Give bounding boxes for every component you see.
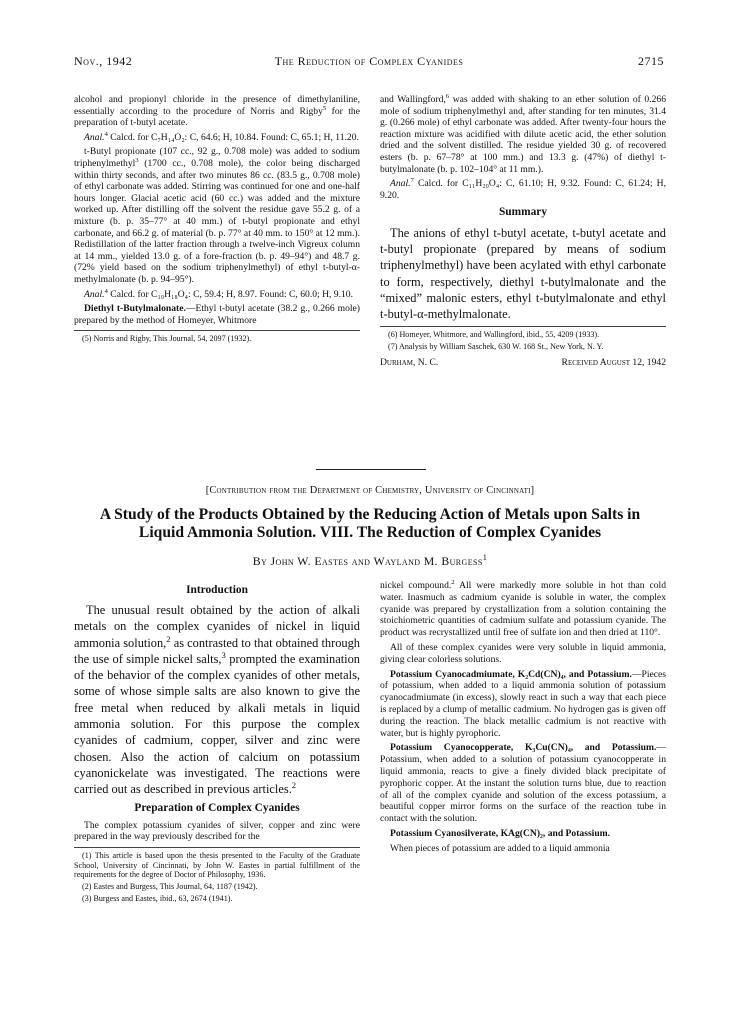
bottom-right-column xyxy=(380,580,666,858)
paragraph: alcohol and propionyl chloride in the presence of dimethylaniline, essentially according to the procedure of Norris and Rigby$^5$ for the preparation of t-butyl acetate. xyxy=(74,94,360,129)
footnote-rule xyxy=(380,326,666,327)
place: Durham, N. C. xyxy=(380,356,439,368)
bottom-left-column xyxy=(74,580,360,906)
title-line-2: Liquid Ammonia Solution. VIII. The Reduction of Complex Cyanides xyxy=(138,524,602,541)
header-title: The Reduction of Complex Cyanides xyxy=(274,54,464,68)
byline: By John W. Eastes and Wayland M. Burgess$^1$ xyxy=(252,553,488,568)
summary-heading: Summary xyxy=(498,206,548,219)
page-number: 2715 xyxy=(638,54,664,68)
contribution-line: [Contribution from the Department of Chemistry, University of Cincinnati] xyxy=(205,485,535,496)
paragraph: nickel compound.$^2$ All were markedly more soluble in hot than cold water. Inasmuch as cadmium cyanide is soluble in water, the complex cyanide was prepared by crystallization from a solution containing the stoichiometric quantities of cadmium sulfate and potassium cyanide. The product was recrystallized until free of sulfate ion and then dried at 110°. xyxy=(380,578,666,639)
article-divider xyxy=(316,469,426,470)
analysis-paragraph: Anal.$^4$ Calcd. for C₁₀H₁₈O₄: C, 59.4; H, 8.97. Found: C, 60.0; H, 9.10. xyxy=(84,287,353,300)
introduction-heading: Introduction xyxy=(186,584,248,596)
footnote: (3) Burgess and Eastes, ibid., 63, 2674 (1941). xyxy=(82,893,233,903)
received-date: Received August 12, 1942 xyxy=(561,356,666,368)
introduction-text: The unusual result obtained by the action of alkali metals on the complex cyanides of nickel in liquid ammonia solution,$^2$ as contrasted to that obtained through the use of simple nickel salts,$^3$ prompted the examination of the behavior of the complex cyanides of other metals, some of whose simple salts are also known to give the free metal when reduced by alkali metals in liquid ammonia solution. For this purpose the complex cyanides of cadmium, copper, silver and zinc were chosen. Also the action of calcium on potassium cyanonickelate was investigated. The reactions were carried out as described in previous articles.$^2$ xyxy=(74,603,360,797)
author-2: Wayland M. Burgess xyxy=(373,554,483,568)
analysis-paragraph: Anal.$^4$ Calcd. for C₇H₁₄O₂: C, 64.6; H, 10.84. Found: C, 65.1; H, 11.20. xyxy=(84,130,359,143)
signature-line xyxy=(380,357,666,369)
analysis-paragraph: Anal.$^7$ Calcd. for C₁₁H₂₀O₄: C, 61.10; H, 9.32. Found: C, 61.24; H, 9.20. xyxy=(380,176,666,201)
footnote: (1) This article is based upon the thesis presented to the Faculty of the Graduate School, University of Cincinnati, by John W. Eastes in partial fulfillment of the requirements for the degree of Doctor of Philosophy, 1936. xyxy=(74,850,360,880)
footnote-rule xyxy=(74,847,360,848)
top-left-column xyxy=(74,94,360,346)
paragraph: t-Butyl propionate (107 cc., 92 g., 0.708 mole) was added to sodium triphenylmethyl$^3$ (1700 cc., 0.708 mole), the color being discharged within thirty seconds, and after two minutes 86 cc. (83.5 g., 0.708 mole) of ethyl carbonate was added. Stirring was continued for one and one-half hours longer. Glacial acetic acid (60 cc.) was added and the mixture worked up. After distilling off the solvent the residue gave 55.2 g. of a mixture (b. p. 35–77° at 40 mm.) of t-butyl propionate and ethyl carbonate, and 66.2 g. of material (b. p. 77° at 40 mm. to 150° at 12 mm.). Redistillation of the latter fraction through a twelve-inch Vigreux column at 14 mm., yielded 13.0 g. of a fore-fraction (b. p. 49–94°) and 48.7 g. (72% yield based on the sodium triphenylmethyl) of ethyl t-butyl-α-methylmalonate (b. p. 94–95°). xyxy=(74,146,360,285)
footnote-rule xyxy=(74,330,360,331)
author-1: John W. Eastes xyxy=(270,554,349,568)
paragraph: All of these complex cyanides were very soluble in liquid ammonia, giving clear colorless solutions. xyxy=(380,641,666,665)
preparation-text: The complex potassium cyanides of silver, copper and zinc were prepared in the way previously described for the xyxy=(74,819,360,843)
footnote: (5) Norris and Rigby, This Journal, 54, 2097 (1932). xyxy=(82,334,252,344)
footnote: (2) Eastes and Burgess, This Journal, 64, 1187 (1942). xyxy=(82,882,258,892)
paragraph: Potassium Cyanocadmiumate, K₂Cd(CN)₄, and Potassium.—Pieces of potassium, when added to a liquid ammonia solution of potassium cyanocadmiumate (in excess), slowly react in such a way that each piece is replaced by a clump of metallic cadmium. No hydrogen gas is given off during the reaction. The black metallic cadmium is not reactive with water, but is highly pyrophoric. xyxy=(380,668,666,739)
footnote: (7) Analysis by William Saschek, 630 W. 168 St., New York, N. Y. xyxy=(388,341,604,351)
top-right-column xyxy=(380,94,666,369)
paragraph-heading: Potassium Cyanosilverate, KAg(CN)₂, and Potassium. xyxy=(390,827,611,839)
title-line-1: A Study of the Products Obtained by the Reducing Action of Metals upon Salts in xyxy=(99,506,641,523)
paragraph: Potassium Cyanocopperate, K₃Cu(CN)₄, and Potassium.—Potassium, when added to a solution of potassium cyanocopperate in liquid ammonia, reacts to give a finely divided black precipitate of pyrophoric copper. At the instant the solution turns blue, due to reaction of all of the complex cyanide and solution of the excess potassium, a beautiful copper mirror forms on the surface of the reaction tube in contact with the solution. xyxy=(380,742,666,825)
paragraph: When pieces of potassium are added to a liquid ammonia xyxy=(390,842,610,854)
header-date: Nov., 1942 xyxy=(74,54,133,68)
paragraph: and Wallingford,$^6$ was added with shaking to an ether solution of 0.266 mole of sodium triphenylmethyl and, after standing for ten minutes, 31.4 g. (0.266 mole) of ethyl carbonate was added. After twenty-four hours the reaction mixture was acidified with dilute acetic acid, the ether solution dried and the solvent distilled. The residue yielded 30 g. of recovered esters (b. p. 67–78° at 100 mm.) and 13.3 g. (47%) of diethyl t-butylmalonate (b. p. 102–104° at 11 mm.). xyxy=(380,92,667,175)
summary-text: The anions of ethyl t-butyl acetate, t-butyl acetate and t-butyl propionate (prepared by means of sodium triphenylmethyl) have been acylated with ethyl carbonate to form, respectively, diethyl t-butylmalonate and the “mixed” malonic esters, ethyl t-butylmalonate and ethyl t-butyl-α-methylmalonate. xyxy=(380,225,666,321)
paragraph: Diethyl t-Butylmalonate.—Ethyl t-butyl acetate (38.2 g., 0.266 mole) prepared by the method of Homeyer, Whitmore xyxy=(74,303,361,326)
article-title xyxy=(70,506,670,542)
footnote: (6) Homeyer, Whitmore, and Wallingford, ibid., 55, 4209 (1933). xyxy=(388,330,600,340)
preparation-heading: Preparation of Complex Cyanides xyxy=(134,801,300,814)
